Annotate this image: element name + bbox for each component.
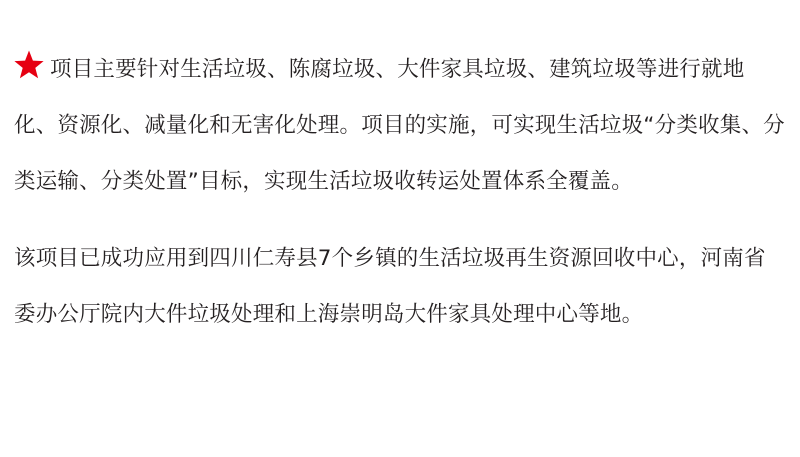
paragraph-block-1 bbox=[14, 42, 786, 210]
red-star-icon bbox=[14, 50, 44, 79]
paragraph-block-2 bbox=[14, 231, 786, 343]
paragraph-text-2: 该项目已成功应用到四川仁寿县7个乡镇的生活垃圾再生资源回收中心，河南省委办公厅院内大件垃圾处理和上海崇明岛大件家具处理中心等地。 bbox=[14, 246, 766, 327]
paragraph-text-1: 项目主要针对生活垃圾、陈腐垃圾、大件家具垃圾、建筑垃圾等进行就地化、资源化、减量化和无害化处理。项目的实施，可实现生活垃圾“分类收集、分类运输、分类处置”目标，实现生活垃圾收转运处置体系全覆盖。 bbox=[14, 56, 785, 194]
